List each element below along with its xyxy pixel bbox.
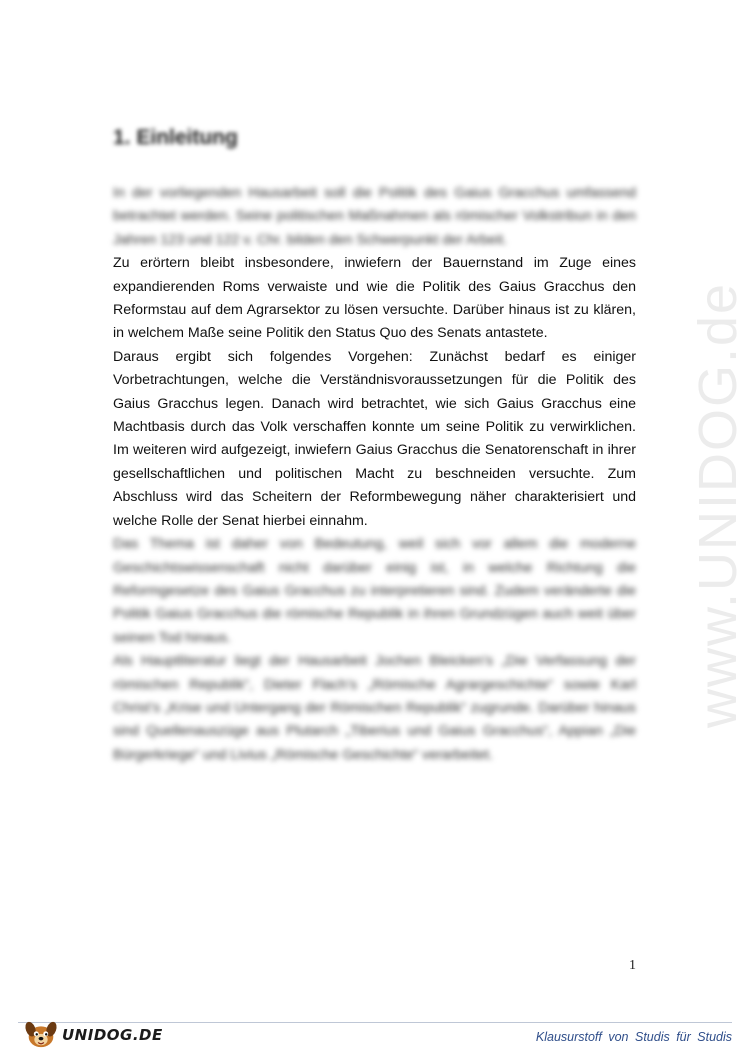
paragraph-procedure: Daraus ergibt sich folgendes Vorgehen: Zunächst bedarf es einiger Vorbetrachtungen, welche die Verständnisvoraussetzungen für die Politik des Gaius Gracchus legen. Danach wird betrachtet, wie sich Gaius Gracchus eine Machtbasis durch das Volk verschaffen konnte um seine Politik zu verwirklichen. Im weiteren wird aufgezeigt, inwiefern Gaius Gracchus die Senatorenschaft in ihrer gesellschaftlichen und politischen Macht zu beschneiden versuchte. Zum Abschluss wird das Scheitern der Reformbewegung näher charakterisiert und welche Rolle der Senat hierbei einnahm. — [113, 348, 636, 529]
paragraph-intro: In der vorliegenden Hausarbeit soll die Politik des Gaius Gracchus umfassend betrachtet werden. Seine politischen Maßnahmen als römischer Volkstribun in den Jahren 123 und 122 v. Chr. bilden den Schwerpunkt der Arbeit. — [113, 185, 636, 248]
watermark: www.UNIDOG.de — [688, 281, 748, 729]
paragraph-literature: Als Hauptliteratur liegt der Hausarbeit Jochen Bleicken’s „Die Verfassung der römischen Republik“, Dieter Flach’s „Römische Agrargeschichte“ sowie Karl Christ’s „Krise und Untergang der Römischen Republik“ zugrunde. Darüber hinaus sind Quellenauszüge aus Plutarch „Tiberius und Gaius Gracchus“, Appian „Die Bürgerkriege“ und Livius „Römische Geschichte“ verarbeitet. — [113, 653, 636, 763]
footer-tagline: Klausurstoff von Studis für Studis — [535, 1030, 732, 1044]
unidog-logo[interactable] — [22, 1010, 163, 1050]
logo-text: UNIDOG.DE — [62, 1026, 163, 1044]
page-number: 1 — [629, 958, 636, 973]
paragraph-questions: Zu erörtern bleibt insbesondere, inwiefern der Bauernstand im Zuge eines expandierenden Roms verwaiste und wie die Politik des Gaius Gracchus den Reformstau auf dem Agrarsektor zu lösen versuchte. Darüber hinaus ist zu klären, in welchem Maße seine Politik den Status Quo des Senats antastete. — [113, 255, 636, 342]
section-heading: 1. Einleitung — [113, 126, 238, 149]
body-text — [113, 182, 636, 767]
paragraph-relevance: Das Thema ist daher von Bedeutung, weil sich vor allem die moderne Geschichtswissenschaft nicht darüber einig ist, in welche Richtung die Reformgesetze des Gaius Gracchus zu interpretieren sind. Zudem veränderte die Politik Gaius Gracchus die römische Republik in ihren Grundzügen auch weit über seinen Tod hinaus. — [113, 536, 636, 646]
dog-mascot-icon — [22, 1014, 60, 1050]
